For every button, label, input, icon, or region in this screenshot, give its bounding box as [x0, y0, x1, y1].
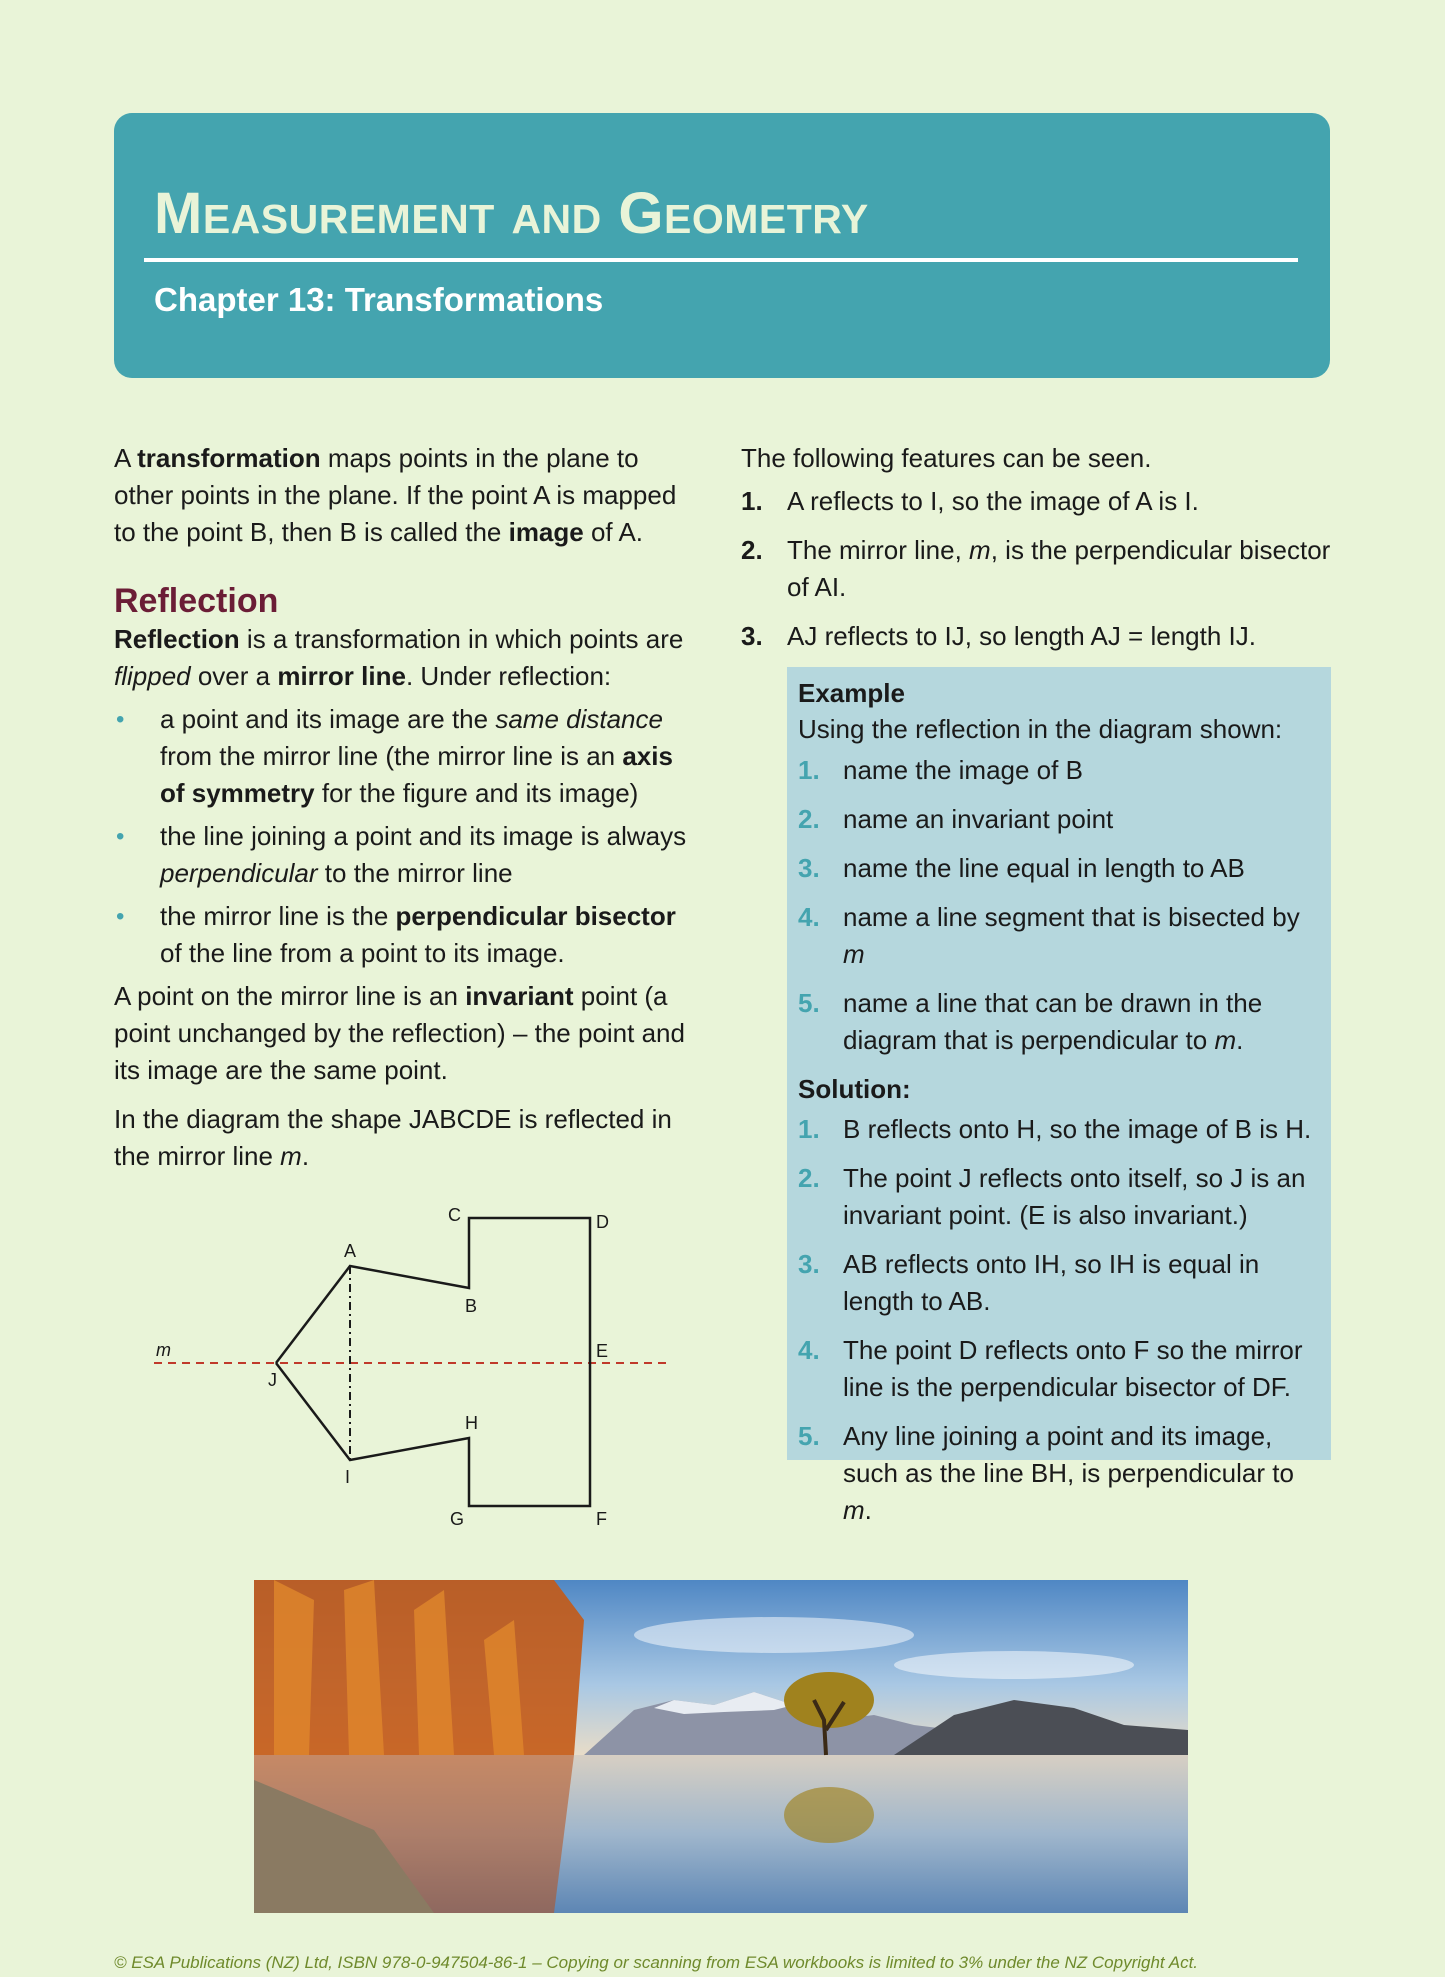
point-label-b: B	[465, 1296, 478, 1316]
example-intro: Using the reflection in the diagram shown:	[798, 714, 1283, 744]
bullet-icon: •	[116, 823, 125, 850]
item-number: 3.	[798, 853, 820, 883]
bullet-text: a point and its image are the same distance from the mirror line (the mirror line is an axis of symmetry for the figure and its image)	[160, 704, 673, 808]
list-item	[798, 752, 1321, 789]
point-label-a: A	[344, 1241, 357, 1261]
diagram-intro: In the diagram the shape JABCDE is reflected in the mirror line m.	[114, 1104, 672, 1171]
invariant-paragraph: A point on the mirror line is an invariant point (a point unchanged by the reflection) – the point and its image are the same point.	[114, 981, 685, 1085]
item-number: 1.	[798, 755, 820, 785]
bullet-icon: •	[116, 903, 125, 930]
list-item	[798, 850, 1321, 887]
point-label-h: H	[465, 1413, 478, 1433]
tree-reflection	[784, 1787, 874, 1843]
intro-paragraph: A transformation maps points in the plane to other points in the plane. If the point A is mapped to the point B, then B is called the image of A.	[114, 443, 677, 547]
item-number: 5.	[798, 988, 820, 1018]
features-list	[741, 483, 1331, 655]
example-box	[787, 667, 1331, 1525]
features-intro: The following features can be seen.	[741, 443, 1152, 473]
item-number: 2.	[798, 1163, 820, 1193]
point-label-d: D	[596, 1212, 609, 1232]
bullet-icon: •	[116, 706, 125, 733]
shape-jihgfe	[276, 1363, 590, 1506]
item-number: 5.	[798, 1421, 820, 1451]
item-text: name the image of B	[843, 755, 1083, 785]
point-label-f: F	[596, 1509, 607, 1529]
item-text: The point D reflects onto F so the mirror line is the perpendicular bisector of DF.	[843, 1335, 1303, 1402]
chapter-header	[114, 113, 1330, 378]
list-item	[798, 801, 1321, 838]
list-item	[798, 985, 1321, 1059]
section-title: Measurement and Geometry	[154, 181, 869, 246]
point-label-j: J	[268, 1370, 277, 1390]
list-item	[798, 1160, 1321, 1234]
item-number: 2.	[798, 804, 820, 834]
item-text: AJ reflects to IJ, so length AJ = length IJ.	[787, 621, 1256, 651]
item-text: AB reflects onto IH, so IH is equal in length to AB.	[843, 1249, 1260, 1316]
left-column	[114, 440, 694, 1175]
reflection-heading: Reflection	[114, 582, 279, 620]
example-heading: Example	[798, 678, 905, 708]
item-number: 1.	[741, 486, 763, 516]
lake-tree-photo	[254, 1580, 1188, 1913]
point-label-i: I	[345, 1467, 351, 1487]
item-number: 2.	[741, 535, 763, 565]
list-item	[114, 701, 694, 812]
item-text: name a line that can be drawn in the diagram that is perpendicular to m.	[843, 988, 1263, 1055]
item-text: A reflects to I, so the image of A is I.	[787, 486, 1199, 516]
reflection-diagram	[140, 1195, 680, 1535]
reflection-properties-list	[114, 701, 694, 972]
shape-jabcde	[276, 1218, 590, 1363]
example-questions	[798, 752, 1321, 1059]
list-item	[798, 1246, 1321, 1320]
item-number: 1.	[798, 1114, 820, 1144]
item-text: name the line equal in length to AB	[843, 853, 1245, 883]
item-text: The point J reflects onto itself, so J is an invariant point. (E is also invariant.)	[843, 1163, 1306, 1230]
point-label-c: C	[448, 1205, 461, 1225]
bullet-text: the line joining a point and its image is always perpendicular to the mirror line	[160, 821, 687, 888]
list-item	[798, 1418, 1321, 1529]
lone-tree	[784, 1672, 874, 1728]
list-item	[798, 899, 1321, 973]
solution-list	[798, 1111, 1321, 1529]
list-item	[798, 1332, 1321, 1406]
chapter-title: Chapter 13: Transformations	[154, 281, 604, 318]
bullet-text: the mirror line is the perpendicular bisector of the line from a point to its image.	[160, 901, 676, 968]
item-number: 4.	[798, 902, 820, 932]
list-item	[114, 898, 694, 972]
list-item	[741, 618, 1331, 655]
item-number: 3.	[741, 621, 763, 651]
item-number: 4.	[798, 1335, 820, 1365]
list-item	[741, 532, 1331, 606]
reflection-definition: Reflection is a transformation in which points are flipped over a mirror line. Under reflection:	[114, 624, 684, 691]
point-label-e: E	[596, 1341, 609, 1361]
item-text: name an invariant point	[843, 804, 1114, 834]
list-item	[798, 1111, 1321, 1148]
item-text: name a line segment that is bisected by m	[843, 902, 1300, 969]
mirror-label: m	[156, 1340, 171, 1360]
item-number: 3.	[798, 1249, 820, 1279]
list-item	[114, 818, 694, 892]
solution-heading: Solution:	[798, 1074, 911, 1104]
item-text: The mirror line, m, is the perpendicular bisector of AI.	[787, 535, 1331, 602]
list-item	[741, 483, 1331, 520]
item-text: Any line joining a point and its image, such as the line BH, is perpendicular to m.	[843, 1421, 1294, 1525]
point-label-g: G	[450, 1509, 465, 1529]
item-text: B reflects onto H, so the image of B is H.	[843, 1114, 1312, 1144]
copyright-footer: © ESA Publications (NZ) Ltd, ISBN 978-0-947504-86-1 – Copying or scanning from ESA workbooks is limited to 3% under the NZ Copyright Act.	[114, 1953, 1199, 1972]
header-divider	[144, 258, 1298, 262]
right-column	[741, 440, 1331, 1525]
